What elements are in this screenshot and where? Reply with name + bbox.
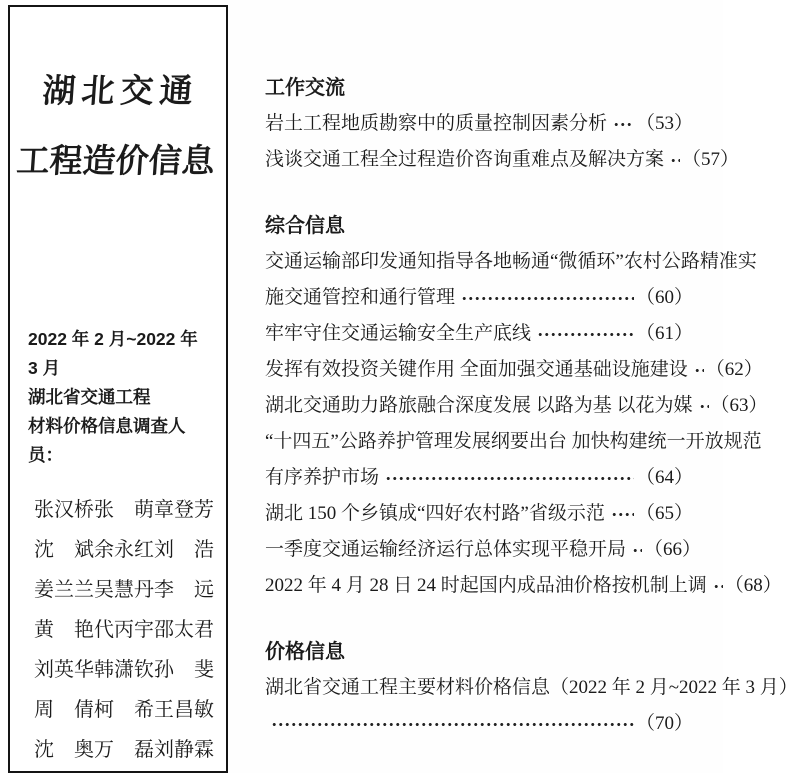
toc-page-number: （66） xyxy=(644,539,702,560)
surveyor-name-row xyxy=(34,530,214,570)
toc-page-number: （61） xyxy=(635,323,693,344)
toc-page-number: （70） xyxy=(635,713,693,734)
surveyor-name: 章登芳 xyxy=(154,499,214,521)
toc-entry-title: 湖北省交通工程主要材料价格信息（2022 年 2 月~2022 年 3 月） xyxy=(265,677,798,698)
toc-entry-title: 湖北 150 个乡镇成“四好农村路”省级示范 xyxy=(265,503,605,524)
toc-page-number: （62） xyxy=(705,359,763,380)
journal-title-line: 工程造价信息 xyxy=(15,144,216,180)
journal-cover-panel xyxy=(8,5,228,773)
toc-entry-line xyxy=(265,280,693,316)
dot-leader xyxy=(699,388,709,424)
toc-page-number: （63） xyxy=(710,395,768,416)
toc-entry-line xyxy=(265,532,702,568)
toc-entry-title: 牢牢守住交通运输安全生产底线 xyxy=(265,323,532,344)
dot-leader xyxy=(611,496,634,532)
toc-entry-title: 发挥有效投资关键作用 全面加强交通基础设施建设 xyxy=(265,359,688,380)
toc-page-number: （53） xyxy=(635,113,693,134)
journal-title xyxy=(5,57,231,197)
toc-page-number: （64） xyxy=(635,467,693,488)
toc-section-heading: 综合信息 xyxy=(265,215,345,237)
surveyor-name: 周 倩 xyxy=(34,699,94,721)
surveyor-name: 黄 艳 xyxy=(34,619,94,641)
surveyor-name: 沈 奥 xyxy=(34,739,94,761)
surveyor-name: 姜兰兰 xyxy=(34,579,94,601)
surveyor-name-row xyxy=(34,610,214,650)
dot-leader xyxy=(537,316,634,352)
toc-entry-line xyxy=(265,460,693,496)
survey-org-line: 湖北省交通工程 xyxy=(28,387,151,407)
toc-entry-title: 2022 年 4 月 28 日 24 时起国内成品油价格按机制上调 xyxy=(265,575,707,596)
surveyor-name: 韩潇钦 xyxy=(94,659,154,681)
surveyor-name: 孙 斐 xyxy=(154,659,214,681)
toc-entry-line xyxy=(265,706,693,742)
toc-entry-line xyxy=(265,424,762,460)
surveyor-name-row xyxy=(34,690,214,730)
toc-entry-title: 施交通管控和通行管理 xyxy=(265,287,456,308)
surveyor-name: 万 磊 xyxy=(94,739,154,761)
toc-page-number: （68） xyxy=(724,575,782,596)
dot-leader xyxy=(461,280,634,316)
toc-entry-title: 有序养护市场 xyxy=(265,467,380,488)
toc-entry-line xyxy=(265,142,740,178)
dot-leader xyxy=(385,460,634,496)
toc-entry-line xyxy=(265,496,693,532)
toc-entry-title: 岩土工程地质勘察中的质量控制因素分析 xyxy=(265,113,608,134)
toc-section-heading: 工作交流 xyxy=(265,77,345,99)
dot-leader xyxy=(713,568,723,604)
surveyor-name: 刘静霖 xyxy=(154,739,214,761)
toc-entry-line xyxy=(265,106,693,142)
surveyor-name: 邵太君 xyxy=(154,619,214,641)
survey-period-note xyxy=(10,325,226,470)
dot-leader xyxy=(271,706,634,742)
toc-entry-line xyxy=(265,352,763,388)
toc-entry-line xyxy=(265,316,693,352)
surveyor-name: 刘 浩 xyxy=(154,539,214,561)
dot-leader xyxy=(670,142,680,178)
surveyor-name: 余永红 xyxy=(94,539,154,561)
dot-leader xyxy=(613,106,634,142)
dot-leader xyxy=(632,532,642,568)
surveyor-name: 刘英华 xyxy=(34,659,94,681)
surveyor-name: 代丙宇 xyxy=(94,619,154,641)
toc-page-number: （57） xyxy=(682,149,740,170)
surveyor-name-list xyxy=(10,490,226,770)
surveyor-name: 张 萌 xyxy=(94,499,154,521)
toc-entry-title: 交通运输部印发通知指导各地畅通“微循环”农村公路精准实 xyxy=(265,251,757,272)
surveyor-name: 张汉桥 xyxy=(34,499,94,521)
surveyor-name: 吴慧丹 xyxy=(94,579,154,601)
surveyor-name: 柯 希 xyxy=(94,699,154,721)
survey-period-line: 2022 年 2 月~2022 年 3 月 xyxy=(28,329,198,378)
survey-staff-label: 材料价格信息调查人员： xyxy=(28,416,186,465)
surveyor-name: 李 远 xyxy=(154,579,214,601)
toc-entry-line xyxy=(265,244,757,280)
surveyor-name-row xyxy=(34,490,214,530)
toc-entry-title: “十四五”公路养护管理发展纲要出台 加快构建统一开放规范 xyxy=(265,431,762,452)
surveyor-name: 王昌敏 xyxy=(154,699,214,721)
table-of-contents xyxy=(265,70,798,742)
toc-entry-line xyxy=(265,388,768,424)
toc-entry-line xyxy=(265,670,798,706)
surveyor-name-row xyxy=(34,730,214,770)
toc-entry-title: 浅谈交通工程全过程造价咨询重难点及解决方案 xyxy=(265,149,665,170)
toc-section-heading: 价格信息 xyxy=(265,641,345,663)
toc-page-number: （65） xyxy=(635,503,693,524)
journal-title-line: 湖北交通 xyxy=(41,74,200,110)
dot-leader xyxy=(694,352,704,388)
toc-entry-line xyxy=(265,568,782,604)
toc-entry-title: 一季度交通运输经济运行总体实现平稳开局 xyxy=(265,539,627,560)
surveyor-name-row xyxy=(34,570,214,610)
surveyor-name-row xyxy=(34,650,214,690)
toc-page-number: （60） xyxy=(635,287,693,308)
surveyor-name: 沈 斌 xyxy=(34,539,94,561)
toc-entry-title: 湖北交通助力路旅融合深度发展 以路为基 以花为媒 xyxy=(265,395,693,416)
